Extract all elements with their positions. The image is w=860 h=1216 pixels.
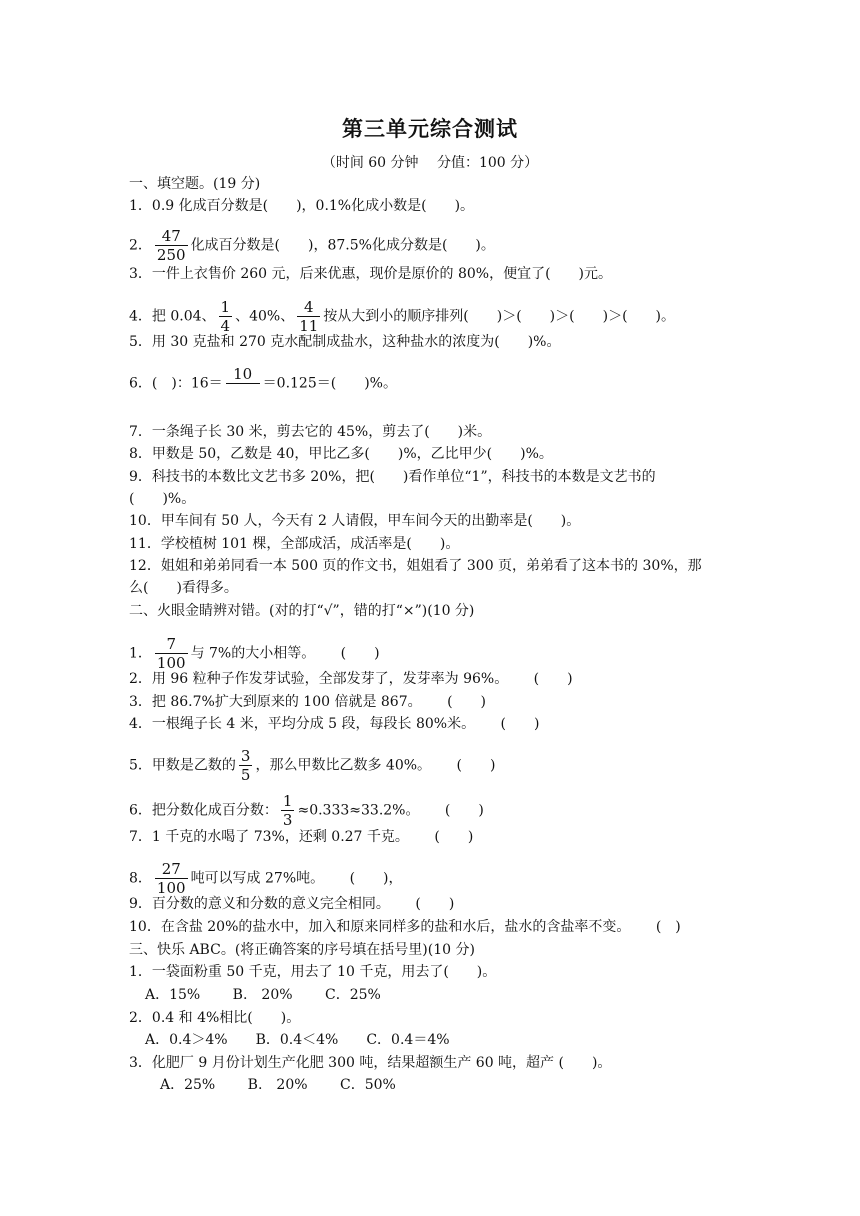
fraction-denominator: 4 <box>220 317 231 335</box>
s1-question-11: 11．学校植树 101 棵，全部成活，成活率是( )。 <box>129 536 460 552</box>
s1-question-10: 10．甲车间有 50 人，今天有 2 人请假，甲车间今天的出勤率是( )。 <box>129 513 581 529</box>
s1-question-1: 1．0.9 化成百分数是( )，0.1%化成小数是( )。 <box>129 198 475 214</box>
fraction-numerator: 7 <box>155 635 188 654</box>
s1-question-7: 7．一条绳子长 30 米，剪去它的 45%，剪去了( )米。 <box>129 424 492 440</box>
s2-q1-prefix: 1． <box>129 645 152 662</box>
s2-q5-prefix: 5．甲数是乙数的 <box>129 757 236 774</box>
s1-question-9-line2: ( )%。 <box>129 491 196 507</box>
s2-question-2: 2．用 96 粒种子作发芽试验，全部发芽了，发芽率为 96%。 ( ) <box>129 671 573 687</box>
page-subtitle: （时间 60 分钟 分值：100 分） <box>321 155 539 171</box>
fraction <box>155 227 188 264</box>
fraction <box>281 792 295 829</box>
s1-q6-text: ＝0.125＝( )%。 <box>262 375 397 392</box>
s2-question-6 <box>129 792 484 829</box>
s2-question-9: 9．百分数的意义和分数的意义完全相同。 ( ) <box>129 896 455 912</box>
fraction-numerator: 47 <box>155 227 188 246</box>
fraction-numerator: 27 <box>155 860 188 879</box>
s1-question-4 <box>129 298 675 335</box>
s1-q4-mid: 、40%、 <box>235 308 295 325</box>
s2-q8-prefix: 8． <box>129 870 152 887</box>
fraction <box>155 860 188 897</box>
s2-q1-text: 与 7%的大小相等。 ( ) <box>190 645 380 662</box>
s1-question-5: 5．用 30 克盐和 270 克水配制成盐水，这种盐水的浓度为( )%。 <box>129 334 561 350</box>
s3-question-1-options: A．15% B. 20% C．25% <box>145 987 381 1003</box>
fraction <box>226 365 260 402</box>
s2-question-4: 4．一根绳子长 4 米，平均分成 5 段，每段长 80%米。 ( ) <box>129 716 540 732</box>
section3-heading: 三、快乐 ABC。(将正确答案的序号填在括号里)(10 分) <box>129 942 475 958</box>
s2-question-5 <box>129 747 495 784</box>
section1-heading: 一、填空题。(19 分) <box>129 176 261 192</box>
s1-q4-prefix: 4．把 0.04、 <box>129 308 216 325</box>
fraction <box>155 635 188 672</box>
s2-question-1 <box>129 635 380 672</box>
fraction-numerator: 4 <box>297 298 320 317</box>
s2-question-3: 3．把 86.7%扩大到原来的 100 倍就是 867。 ( ) <box>129 694 486 710</box>
s2-q6-prefix: 6．把分数化成百分数： <box>129 802 278 819</box>
fraction <box>219 298 233 335</box>
s3-question-2: 2．0.4 和 4%相比( )。 <box>129 1010 301 1026</box>
s1-question-2 <box>129 227 495 264</box>
fraction-denominator: 3 <box>282 811 293 829</box>
s1-q2-text: 化成百分数是( )，87.5%化成分数是( )。 <box>190 237 495 254</box>
fraction-numerator: 1 <box>282 792 293 810</box>
s2-question-10: 10．在含盐 20%的盐水中，加入和原来同样多的盐和水后，盐水的含盐率不变。 ( ) <box>129 919 681 935</box>
s1-question-12-line2: 么( )看得多。 <box>129 580 238 596</box>
s1-q6-prefix: 6．( )：16＝ <box>129 375 223 392</box>
s2-question-7: 7．1 千克的水喝了 73%，还剩 0.27 千克。 ( ) <box>129 829 474 845</box>
s3-question-3: 3．化肥厂 9 月份计划生产化肥 300 吨，结果超额生产 60 吨，超产 ( )。 <box>129 1055 612 1071</box>
s3-question-1: 1．一袋面粉重 50 千克，用去了 10 千克，用去了( )。 <box>129 964 497 980</box>
fraction-denominator: 5 <box>240 766 251 784</box>
s3-question-2-options: A．0.4＞4% B．0.4＜4% C．0.4＝4% <box>145 1032 450 1048</box>
fraction <box>297 298 320 335</box>
s2-q5-text: ，那么甲数比乙数多 40%。 ( ) <box>255 757 496 774</box>
s1-question-6 <box>129 365 397 402</box>
s1-question-8: 8．甲数是 50，乙数是 40，甲比乙多( )%，乙比甲少( )%。 <box>129 446 553 462</box>
s2-question-8 <box>129 860 403 897</box>
s1-question-9-line1: 9．科技书的本数比文艺书多 20%，把( )看作单位“1”，科技书的本数是文艺书的 <box>129 469 656 485</box>
section2-heading: 二、火眼金睛辨对错。(对的打“√”，错的打“×”)(10 分) <box>129 603 475 619</box>
fraction-numerator: 1 <box>220 298 231 316</box>
fraction-numerator: 10 <box>226 365 260 384</box>
s2-q8-text: 吨可以写成 27%吨。 ( )， <box>190 870 403 887</box>
fraction-numerator: 3 <box>240 747 251 765</box>
fraction-denominator: 100 <box>156 654 186 672</box>
fraction-denominator: 100 <box>156 879 186 897</box>
s1-question-12-line1: 12．姐姐和弟弟同看一本 500 页的作文书，姐姐看了 300 页，弟弟看了这本书的 30%，那 <box>129 558 702 574</box>
fraction <box>239 747 253 784</box>
s1-q4-text: 按从大到小的顺序排列( )＞( )＞( )＞( )。 <box>323 308 675 325</box>
s1-question-3: 3．一件上衣售价 260 元，后来优惠，现价是原价的 80%，便宜了( )元。 <box>129 266 613 282</box>
s3-question-3-options: A．25% B. 20% C．50% <box>160 1077 396 1093</box>
fraction-denominator: 250 <box>156 246 186 264</box>
fraction-denominator <box>226 384 260 402</box>
page-title: 第三单元综合测试 <box>342 116 518 141</box>
s1-q2-prefix: 2． <box>129 237 152 254</box>
s2-q6-text: ≈0.333≈33.2%。 ( ) <box>297 802 484 819</box>
fraction-denominator: 11 <box>299 317 319 335</box>
